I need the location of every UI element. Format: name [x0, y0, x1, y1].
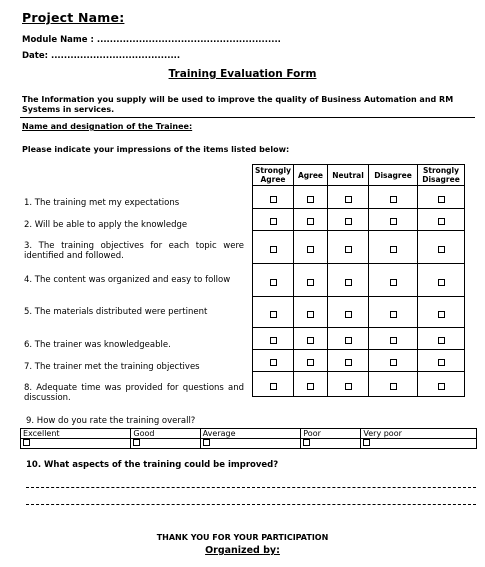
question-6: 6. The trainer was knowledgeable.: [24, 340, 171, 350]
question-7: 7. The trainer met the training objectives: [24, 362, 200, 372]
rating-checkbox[interactable]: [307, 218, 314, 225]
rating-checkbox[interactable]: [345, 337, 352, 344]
question-8: 8. Adequate time was provided for questions and discussion.: [24, 383, 244, 403]
rating-checkbox[interactable]: [307, 359, 314, 366]
date-field[interactable]: Date: ........................................: [22, 51, 181, 61]
rating-checkbox[interactable]: [23, 439, 30, 446]
intro-text: The Information you supply will be used to improve the quality of Business Automation and RM Systems in services.: [22, 95, 454, 114]
rating-row: [253, 328, 465, 350]
scale-header: Agree: [294, 165, 328, 186]
rating-checkbox[interactable]: [307, 311, 314, 318]
rating-checkbox[interactable]: [390, 311, 397, 318]
rating-option-label: Poor: [301, 429, 361, 439]
rating-grid: [252, 164, 465, 397]
rating-option-label: Very poor: [361, 429, 477, 439]
rating-checkbox[interactable]: [345, 246, 352, 253]
rating-checkbox[interactable]: [270, 383, 277, 390]
module-name-field[interactable]: Module Name : .........................................................: [22, 35, 281, 45]
rating-checkbox[interactable]: [270, 359, 277, 366]
rating-checkbox[interactable]: [438, 311, 445, 318]
answer-line[interactable]: [26, 487, 476, 488]
rating-checkbox[interactable]: [307, 196, 314, 203]
scale-header: Strongly Disagree: [418, 165, 465, 186]
divider: [20, 117, 475, 118]
rating-checkbox[interactable]: [363, 439, 370, 446]
rating-row: [253, 264, 465, 297]
rating-checkbox[interactable]: [345, 359, 352, 366]
rating-option-label: Excellent: [21, 429, 131, 439]
organized-by-label: Organized by:: [205, 545, 280, 556]
thank-you-text: THANK YOU FOR YOUR PARTICIPATION: [156, 533, 329, 542]
question-3: 3. The training objectives for each topic were identified and followed.: [24, 241, 244, 261]
rating-checkbox[interactable]: [270, 311, 277, 318]
question-5: 5. The materials distributed were pertinent: [24, 307, 208, 317]
rating-checkbox[interactable]: [270, 246, 277, 253]
rating-option-label: Average: [200, 429, 301, 439]
rating-checkbox[interactable]: [390, 246, 397, 253]
rating-row: [253, 231, 465, 264]
answer-line[interactable]: [26, 504, 476, 505]
rating-checkbox[interactable]: [390, 337, 397, 344]
rating-checkbox[interactable]: [438, 383, 445, 390]
rating-checkbox[interactable]: [270, 196, 277, 203]
rating-checkbox[interactable]: [438, 196, 445, 203]
project-name-label: Project Name:: [22, 10, 125, 25]
rating-checkbox[interactable]: [438, 359, 445, 366]
rating-checkbox[interactable]: [345, 196, 352, 203]
rating-checkbox[interactable]: [438, 279, 445, 286]
overall-rating-question: 9. How do you rate the training overall?: [26, 416, 196, 426]
rating-checkbox[interactable]: [345, 311, 352, 318]
rating-row: [253, 350, 465, 372]
question-2: 2. Will be able to apply the knowledge: [24, 220, 188, 230]
scale-header: Neutral: [328, 165, 369, 186]
rating-checkbox[interactable]: [390, 218, 397, 225]
rating-checkbox[interactable]: [345, 218, 352, 225]
rating-checkbox[interactable]: [345, 279, 352, 286]
instruction-text: Please indicate your impressions of the items listed below:: [22, 145, 290, 154]
rating-checkbox[interactable]: [307, 337, 314, 344]
scale-header: Strongly Agree: [253, 165, 294, 186]
overall-rating-table: [20, 428, 477, 449]
rating-checkbox[interactable]: [390, 196, 397, 203]
rating-option-label: Good: [131, 429, 200, 439]
rating-checkbox[interactable]: [270, 337, 277, 344]
rating-row: [253, 372, 465, 397]
rating-checkbox[interactable]: [133, 439, 140, 446]
rating-checkbox[interactable]: [270, 279, 277, 286]
rating-checkbox[interactable]: [203, 439, 210, 446]
rating-checkbox[interactable]: [303, 439, 310, 446]
rating-row: [253, 186, 465, 209]
rating-checkbox[interactable]: [438, 246, 445, 253]
rating-checkbox[interactable]: [438, 337, 445, 344]
rating-checkbox[interactable]: [307, 246, 314, 253]
form-title: Training Evaluation Form: [168, 68, 317, 80]
rating-row: [253, 209, 465, 231]
rating-checkbox[interactable]: [438, 218, 445, 225]
rating-checkbox[interactable]: [307, 383, 314, 390]
rating-row: [253, 297, 465, 328]
trainee-name-label[interactable]: Name and designation of the Trainee:: [22, 122, 193, 131]
improvement-question: 10. What aspects of the training could be improved?: [26, 460, 279, 470]
scale-header: Disagree: [369, 165, 418, 186]
rating-checkbox[interactable]: [307, 279, 314, 286]
rating-checkbox[interactable]: [345, 383, 352, 390]
rating-checkbox[interactable]: [390, 279, 397, 286]
question-1: 1. The training met my expectations: [24, 198, 180, 208]
question-4: 4. The content was organized and easy to follow: [24, 275, 231, 285]
rating-checkbox[interactable]: [270, 218, 277, 225]
rating-checkbox[interactable]: [390, 383, 397, 390]
rating-checkbox[interactable]: [390, 359, 397, 366]
